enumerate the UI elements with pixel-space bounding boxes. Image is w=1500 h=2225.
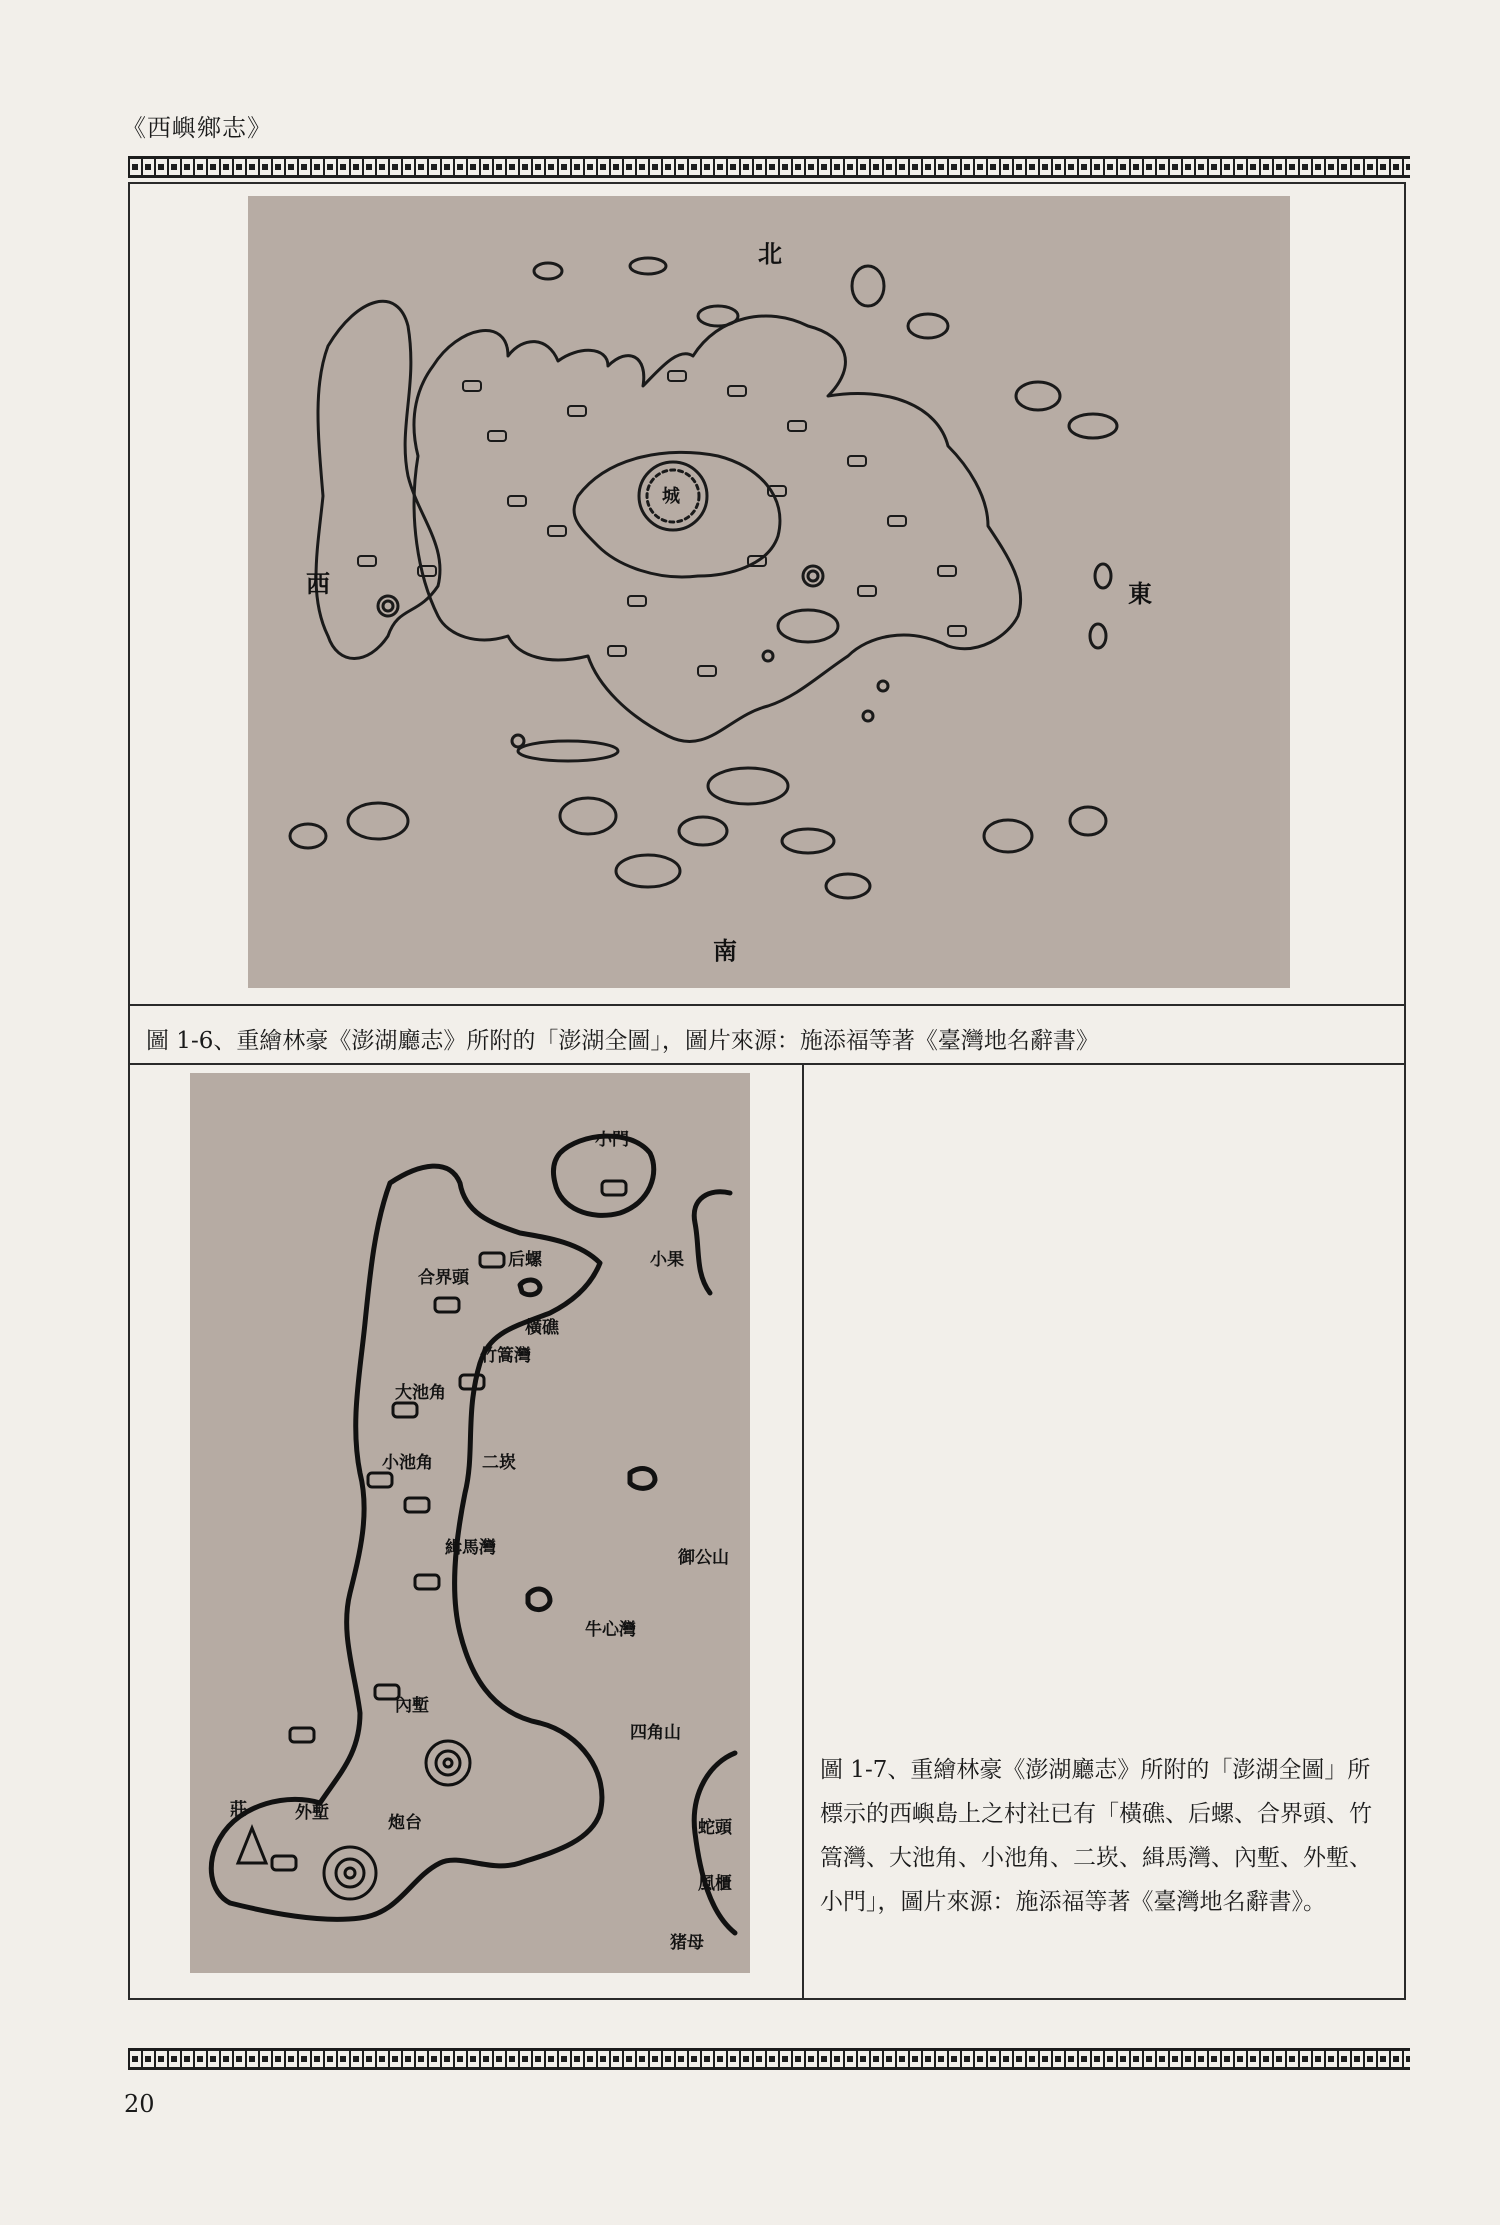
label-erkan: 二崁	[482, 1453, 516, 1473]
figure-1-7-caption	[820, 1748, 1392, 1924]
label-niuxinwan: 牛心灣	[585, 1620, 636, 1640]
label-dachijiao: 大池角	[395, 1383, 446, 1403]
compass-east: 東	[1128, 579, 1152, 608]
label-xiaomen: 小門	[595, 1130, 629, 1150]
caption-lead: 圖 1-7、重繪林豪《澎湖廳志》所附的「澎湖全圖」所標示的西嶼島上之村社已有「	[820, 1757, 1371, 1827]
compass-north: 北	[758, 239, 782, 268]
caption-tail: 」，圖片來源：施添福等著《臺灣地名辭書》。	[866, 1889, 1326, 1915]
label-hejietou: 合界頭	[418, 1268, 469, 1288]
caption-villages: 橫礁、后螺、合界頭、竹篙灣、大池角、小池角、二崁、緝馬灣、內塹、外塹、小門	[820, 1801, 1372, 1915]
map-city-label: 城	[662, 486, 680, 507]
caption-divider-bottom	[128, 1063, 1406, 1065]
meander-border-bottom	[128, 2048, 1410, 2070]
compass-south: 南	[713, 936, 737, 965]
label-neiqian: 內塹	[395, 1696, 429, 1716]
label-jiazhu: 猪母	[670, 1933, 704, 1953]
label-shezhong: 蛇頭	[698, 1818, 732, 1838]
label-xiaoguo: 小果	[650, 1250, 684, 1270]
label-fengkui: 風櫃	[698, 1874, 732, 1894]
label-zhuguowan: 竹篙灣	[480, 1346, 531, 1366]
page-number: 20	[124, 2090, 155, 2118]
xiyu-island-map	[190, 1073, 750, 1973]
compass-west: 西	[306, 569, 330, 598]
label-hengjiao: 橫礁	[525, 1318, 559, 1338]
running-head: 《西嶼鄉志》	[122, 114, 272, 142]
figure-column-divider	[802, 1063, 804, 2000]
label-paotai: 炮台	[388, 1813, 422, 1833]
meander-border-top	[128, 156, 1410, 178]
label-xiaochijiao: 小池角	[382, 1453, 433, 1473]
label-sijiaoshan: 四角山	[630, 1723, 681, 1743]
label-hoklo: 后螺	[508, 1250, 542, 1270]
penghu-overview-map	[248, 196, 1290, 988]
label-jimawan: 緝馬灣	[445, 1538, 496, 1558]
caption-divider-top	[128, 1004, 1406, 1006]
label-zhuang: 莊	[230, 1800, 247, 1820]
label-waiqian: 外塹	[295, 1803, 329, 1823]
figure-1-6-caption: 圖 1-6、重繪林豪《澎湖廳志》所附的「澎湖全圖」，圖片來源：施添福等著《臺灣地名辭書》	[146, 1028, 1099, 1054]
label-yugongshan: 御公山	[678, 1548, 729, 1568]
